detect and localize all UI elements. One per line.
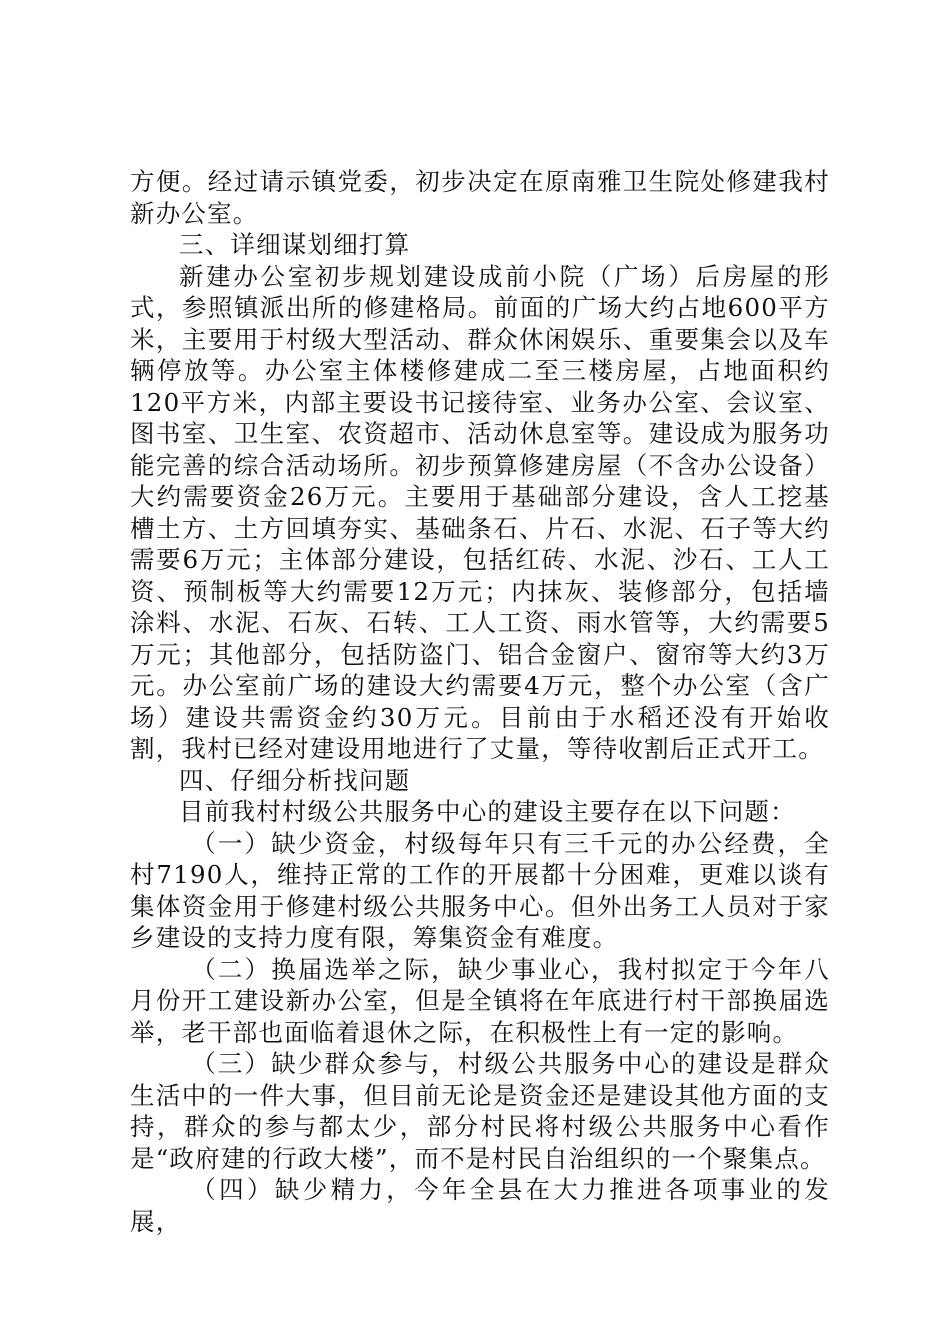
paragraph-continuation: 方便。经过请示镇党委，初步决定在原南雅卫生院处修建我村新办公室。 [130,167,830,228]
document-body [130,166,830,1237]
section-heading-3: 三、详细谋划细打算 [179,230,411,259]
paragraph-problems-intro: 目前我村村级公共服务中心的建设主要存在以下问题： [179,797,796,826]
paragraph-problem-3: （三）缺少群众参与，村级公共服务中心的建设是群众生活中的一件大事，但目前无论是资金还是建设其他方面的支持，群众的参与都太少，部分村民将村级公共服务中心看作是“政府建的行政大楼”，而不是村民自治组织的一个聚集点。 [130,1049,830,1173]
paragraph-problem-1: （一）缺少资金，村级每年只有三千元的办公经费，全村7190人，维持正常的工作的开展都十分困难，更难以谈有集体资金用于修建村级公共服务中心。但外出务工人员对于家乡建设的支持力度有限，筹集资金有难度。 [130,828,830,952]
paragraph-problem-2: （二）换届选举之际，缺少事业心，我村拟定于今年八月份开工建设新办公室，但是全镇将在年底进行村干部换届选举，老干部也面临着退休之际，在积极性上有一定的影响。 [130,954,830,1047]
paragraph-plan: 新建办公室初步规划建设成前小院（广场）后房屋的形式，参照镇派出所的修建格局。前面的广场大约占地600平方米，主要用于村级大型活动、群众休闲娱乐、重要集会以及车辆停放等。办公室主体楼修建成二至三楼房屋，占地面积约120平方米，内部主要设书记接待室、业务办公室、会议室、图书室、卫生室、农资超市、活动休息室等。建设成为服务功能完善的综合活动场所。初步预算修建房屋（不含办公设备）大约需要资金26万元。主要用于基础部分建设，含人工挖基槽土方、土方回填夯实、基础条石、片石、水泥、石子等大约需要6万元；主体部分建设，包括红砖、水泥、沙石、工人工资、预制板等大约需要12万元；内抹灰、装修部分，包括墙涂料、水泥、石灰、石转、工人工资、雨水管等，大约需要5万元；其他部分，包括防盗门、铝合金窗户、窗帘等大约3万元。办公室前广场的建设大约需要4万元，整个办公室（含广场）建设共需资金约30万元。目前由于水稻还没有开始收割，我村已经对建设用地进行了丈量，等待收割后正式开工。 [130,261,830,763]
paragraph-problem-4: （四）缺少精力，今年全县在大力推进各项事业的发展， [130,1175,830,1236]
section-heading-4: 四、仔细分析找问题 [179,765,411,795]
